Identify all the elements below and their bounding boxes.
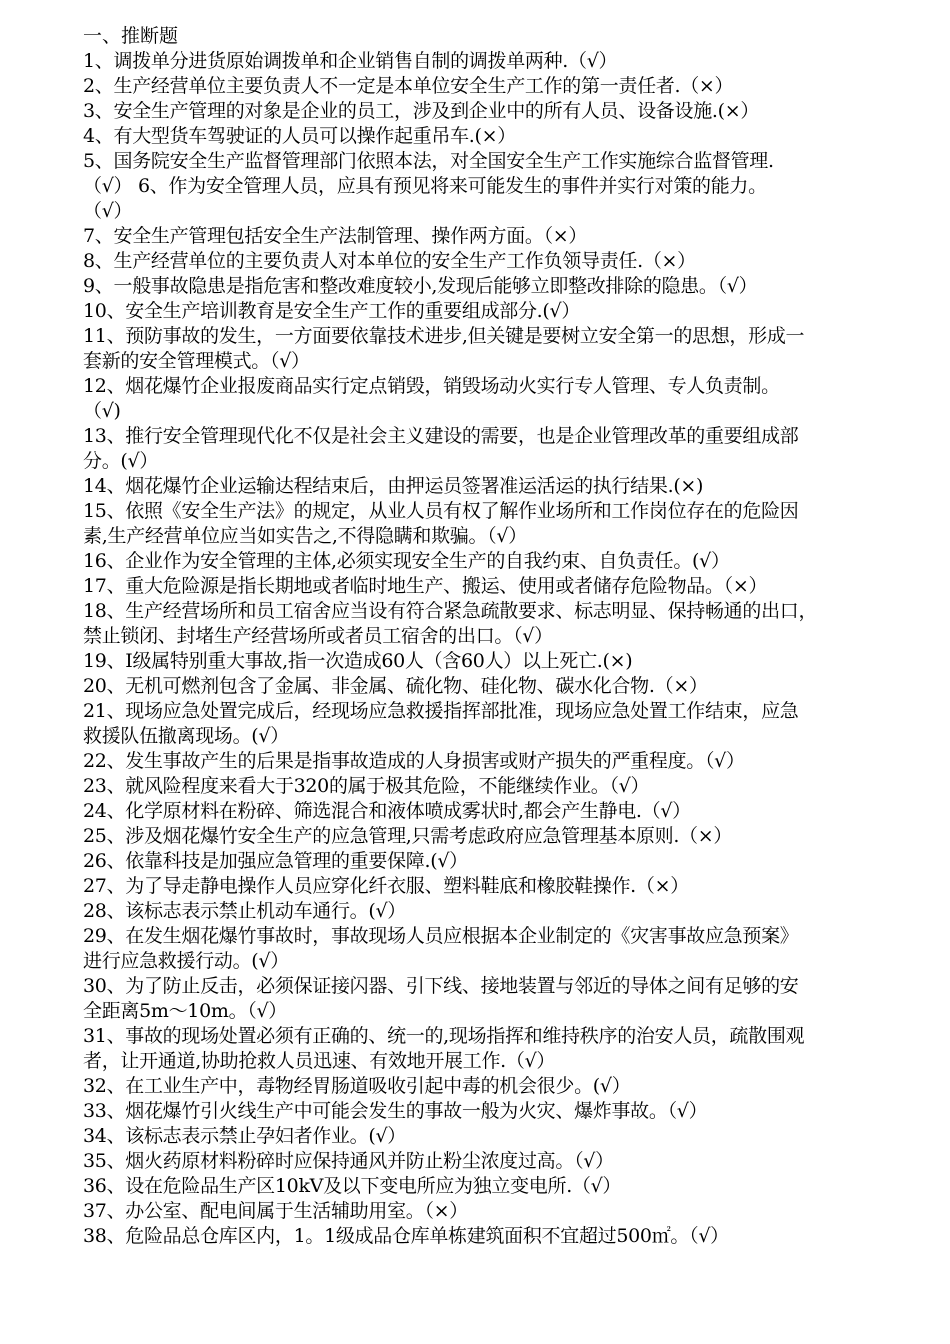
- question-item: [83, 1149, 918, 1174]
- section-heading: 一、推断题: [83, 25, 179, 47]
- question-line: （√） 6、作为安全管理人员，应具有预见将来可能发生的事件并实行对策的能力。: [83, 175, 767, 197]
- question-line: 分。(√）: [83, 450, 159, 472]
- question-item: [83, 74, 918, 99]
- question-item: [83, 924, 918, 974]
- question-item: [83, 849, 918, 874]
- question-line: 17、重大危险源是指长期地或者临时地生产、搬运、使用或者储存危险物品。（×）: [83, 575, 768, 597]
- question-line: 13、推行安全管理现代化不仅是社会主义建设的需要，也是企业管理改革的重要组成部: [83, 425, 799, 447]
- question-line: 21、现场应急处置完成后，经现场应急救援指挥部批准，现场应急处置工作结束，应急: [83, 700, 799, 722]
- question-item: [83, 899, 918, 924]
- question-line: （√): [83, 400, 121, 422]
- question-item: [83, 549, 918, 574]
- question-item: [83, 1174, 918, 1199]
- question-line: 27、为了导走静电操作人员应穿化纤衣服、塑料鞋底和橡胶鞋操作.（×）: [83, 875, 689, 897]
- question-item: [83, 874, 918, 899]
- question-item: [83, 799, 918, 824]
- question-item: [83, 1224, 918, 1249]
- question-item: [83, 599, 918, 649]
- question-line: 30、为了防止反击，必须保证接闪器、引下线、接地装置与邻近的导体之间有足够的安: [83, 975, 799, 997]
- question-line: 37、办公室、配电间属于生活辅助用室。（×）: [83, 1200, 468, 1222]
- question-line: 33、烟花爆竹引火线生产中可能会发生的事故一般为火灾、爆炸事故。（√）: [83, 1100, 708, 1122]
- question-line: 素,生产经营单位应当如实告之,不得隐瞒和欺骗。（√）: [83, 525, 527, 547]
- question-item: [83, 324, 918, 374]
- question-line: 1、调拨单分进货原始调拨单和企业销售自制的调拨单两种.（√）: [83, 50, 618, 72]
- question-item: [83, 224, 918, 249]
- question-line: 14、烟花爆竹企业运输达程结束后，由押运员签署准运活运的执行结果.(×): [83, 475, 704, 497]
- question-line: 32、在工业生产中，毒物经胃肠道吸收引起中毒的机会很少。(√）: [83, 1075, 631, 1097]
- question-line: 11、预防事故的发生，一方面要依靠技术进步,但关键是要树立安全第一的思想，形成一: [83, 325, 805, 347]
- question-item: [83, 699, 918, 749]
- question-item: [83, 149, 918, 224]
- question-line: 22、发生事故产生的后果是指事故造成的人身损害或财产损失的严重程度。（√）: [83, 750, 745, 772]
- question-list: [83, 49, 918, 1249]
- question-line: 进行应急救援行动。(√）: [83, 950, 289, 972]
- question-item: [83, 1124, 918, 1149]
- question-line: 套新的安全管理模式。（√）: [83, 350, 310, 372]
- question-line: 4、有大型货车驾驶证的人员可以操作起重吊车.(×）: [83, 125, 516, 147]
- question-line: 18、生产经营场所和员工宿舍应当设有符合紧急疏散要求、标志明显、保持畅通的出口，: [83, 600, 818, 622]
- question-line: 28、该标志表示禁止机动车通行。(√）: [83, 900, 406, 922]
- question-line: 全距离5m～10m。（√）: [83, 1000, 288, 1022]
- question-item: [83, 774, 918, 799]
- question-line: 2、生产经营单位主要负责人不一定是本单位安全生产工作的第一责任者.（×）: [83, 75, 734, 97]
- question-item: [83, 424, 918, 474]
- question-item: [83, 1099, 918, 1124]
- question-line: 35、烟火药原材料粉碎时应保持通风并防止粉尘浓度过高。（√）: [83, 1150, 614, 1172]
- question-line: 禁止锁闭、封堵生产经营场所或者员工宿舍的出口。（√）: [83, 625, 553, 647]
- question-item: [83, 1074, 918, 1099]
- question-item: [83, 824, 918, 849]
- question-line: 8、生产经营单位的主要负责人对本单位的安全生产工作负领导责任.（×）: [83, 250, 696, 272]
- question-item: [83, 124, 918, 149]
- question-line: 26、依靠科技是加强应急管理的重要保障.(√）: [83, 850, 468, 872]
- question-line: 7、安全生产管理包括安全生产法制管理、操作两方面。（×）: [83, 225, 588, 247]
- question-item: [83, 374, 918, 424]
- question-line: 3、安全生产管理的对象是企业的员工，涉及到企业中的所有人员、设备设施.(×）: [83, 100, 760, 122]
- question-item: [83, 574, 918, 599]
- question-line: 救援队伍撤离现场。(√）: [83, 725, 289, 747]
- question-item: [83, 974, 918, 1024]
- question-line: 16、企业作为安全管理的主体,必须实现安全生产的自我约束、自负责任。(√）: [83, 550, 730, 572]
- question-item: [83, 1024, 918, 1074]
- question-line: 9、一般事故隐患是指危害和整改难度较小,发现后能够立即整改排除的隐患。（√）: [83, 275, 758, 297]
- question-line: 29、在发生烟花爆竹事故时，事故现场人员应根据本企业制定的《灾害事故应急预案》: [83, 925, 799, 947]
- question-line: 10、安全生产培训教育是安全生产工作的重要组成部分.(√）: [83, 300, 581, 322]
- question-item: [83, 249, 918, 274]
- question-line: 36、设在危险品生产区10kV及以下变电所应为独立变电所.（√）: [83, 1175, 622, 1197]
- question-line: （√）: [83, 200, 133, 222]
- question-item: [83, 749, 918, 774]
- question-line: 者，让开通道,协助抢救人员迅速、有效地开展工作.（√）: [83, 1050, 556, 1072]
- question-line: 38、危险品总仓库区内，1。1级成品仓库单栋建筑面积不宜超过500㎡。（√）: [83, 1225, 729, 1247]
- question-item: [83, 99, 918, 124]
- question-item: [83, 649, 918, 674]
- question-item: [83, 1199, 918, 1224]
- question-item: [83, 674, 918, 699]
- question-line: 31、事故的现场处置必须有正确的、统一的,现场指挥和维持秩序的治安人员，疏散围观: [83, 1025, 805, 1047]
- question-item: [83, 474, 918, 499]
- question-line: 12、烟花爆竹企业报废商品实行定点销毁，销毁场动火实行专人管理、专人负责制。: [83, 375, 780, 397]
- question-item: [83, 299, 918, 324]
- question-line: 34、该标志表示禁止孕妇者作业。(√）: [83, 1125, 406, 1147]
- question-line: 23、就风险程度来看大于320的属于极其危险，不能继续作业。（√）: [83, 775, 650, 797]
- question-line: 25、涉及烟花爆竹安全生产的应急管理,只需考虑政府应急管理基本原则.（×）: [83, 825, 733, 847]
- question-line: 19、Ⅰ级属特别重大事故,指一次造成60人（含60人）以上死亡.(×): [83, 650, 633, 672]
- question-line: 20、无机可燃剂包含了金属、非金属、硫化物、硅化物、碳水化合物.（×）: [83, 675, 708, 697]
- question-item: [83, 499, 918, 549]
- question-item: [83, 274, 918, 299]
- question-line: 5、国务院安全生产监督管理部门依照本法，对全国安全生产工作实施综合监督管理.: [83, 150, 774, 172]
- question-item: [83, 49, 918, 74]
- question-line: 15、依照《安全生产法》的规定，从业人员有权了解作业场所和工作岗位存在的危险因: [83, 500, 799, 522]
- question-line: 24、化学原材料在粉碎、筛选混合和液体喷成雾状时,都会产生静电.（√）: [83, 800, 691, 822]
